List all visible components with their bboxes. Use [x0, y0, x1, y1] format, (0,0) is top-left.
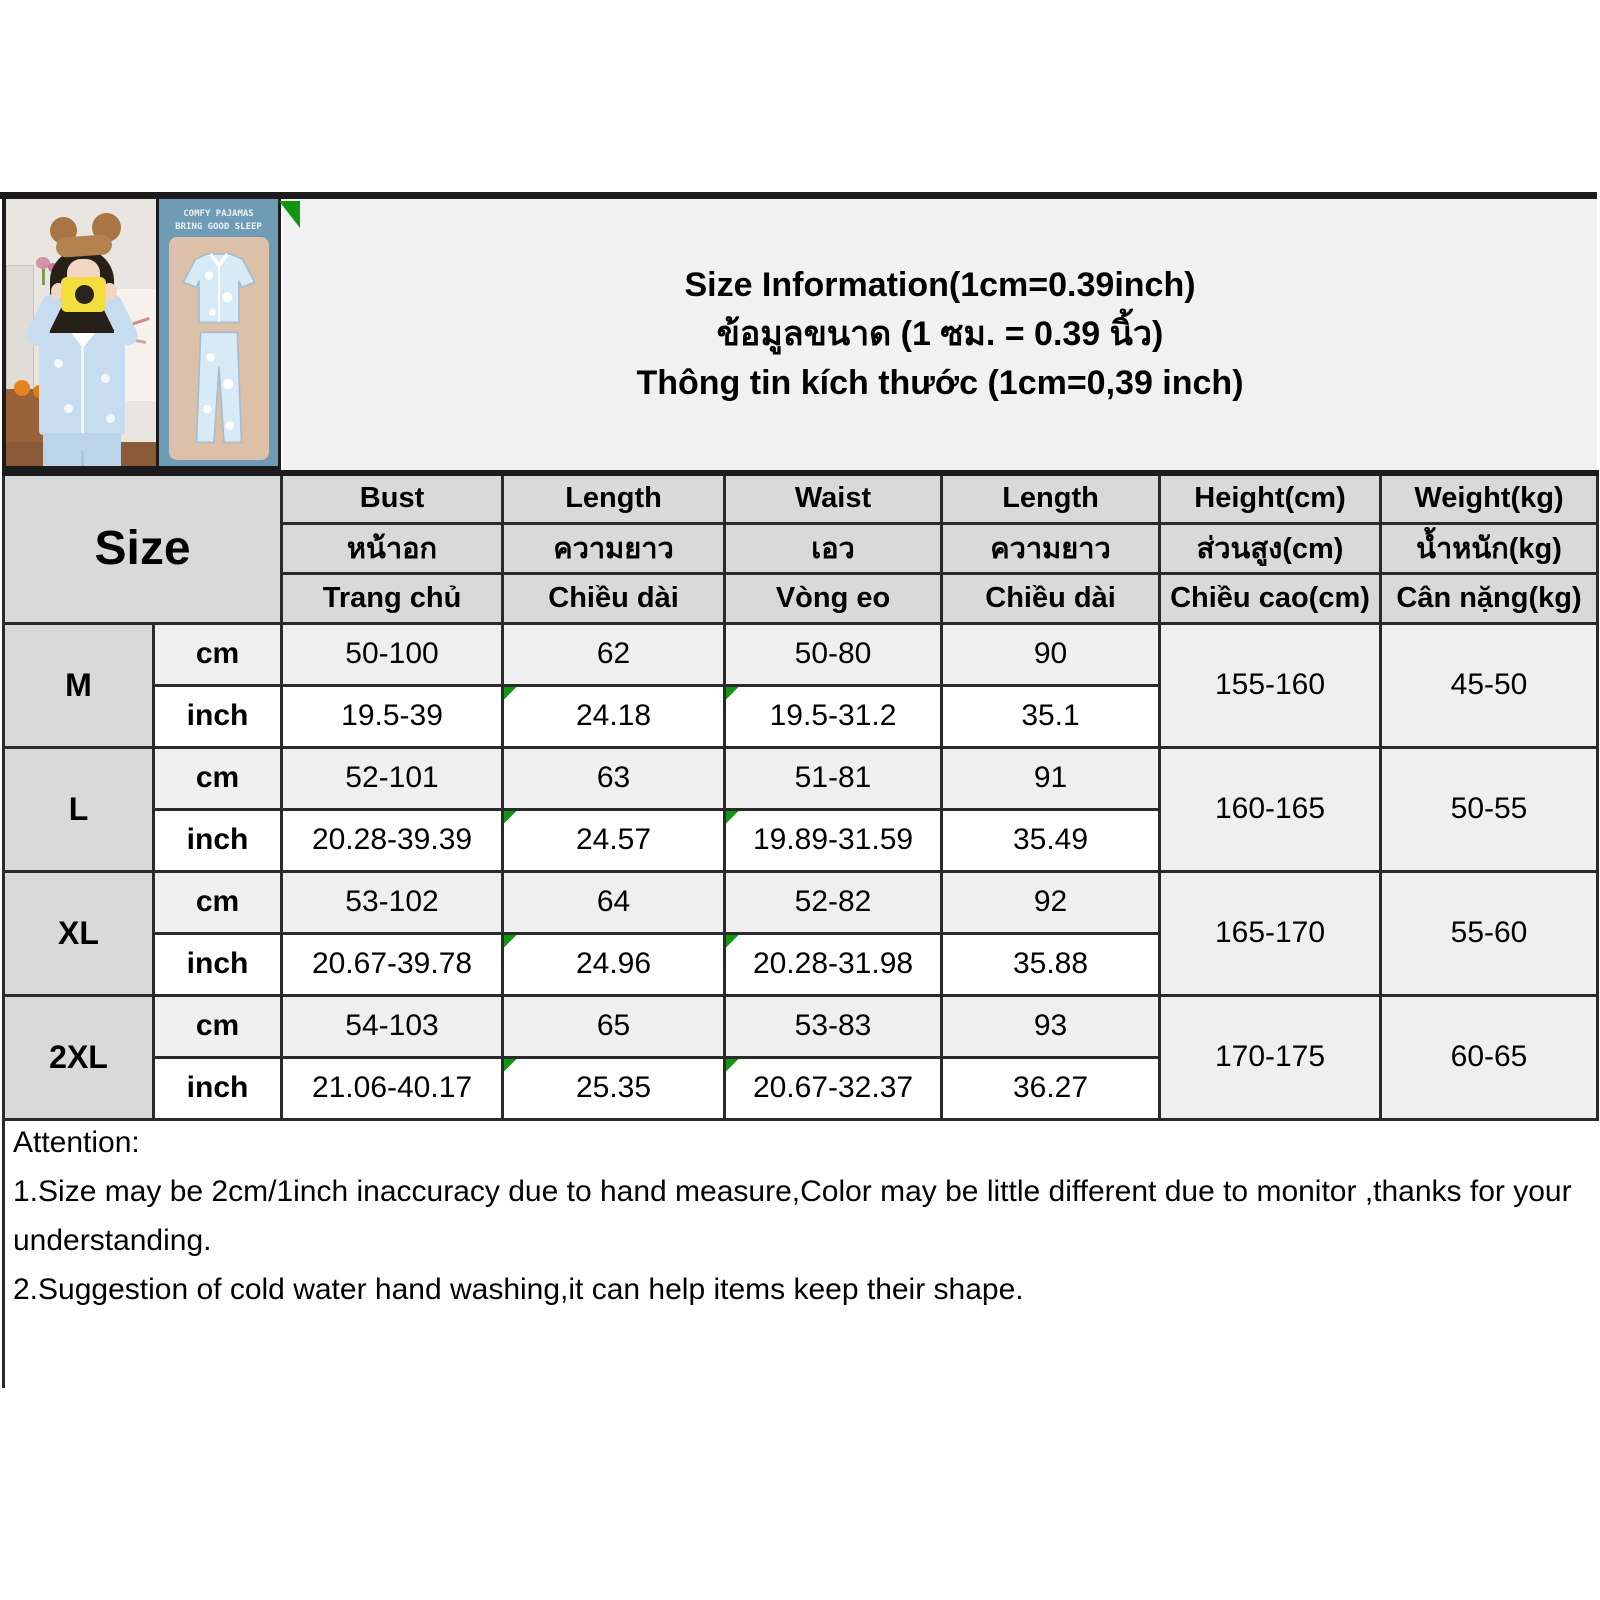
title-thai: ข้อมูลขนาด (1 ซม. = 0.39 นิ้ว)	[716, 315, 1164, 353]
unit-inch: inch	[154, 809, 282, 871]
pajama-shorts-split-shape	[81, 451, 84, 466]
size-header-cell: Size	[4, 473, 282, 623]
col-header-bust-en: Bust	[282, 473, 503, 523]
m-length-inch-value: 24.18	[575, 699, 652, 732]
l-length2-cm: 91	[942, 747, 1160, 809]
unit-cm: cm	[154, 871, 282, 933]
2xl-length2-cm: 93	[942, 995, 1160, 1057]
l-length-inch	[503, 809, 725, 871]
xl-length-inch-value: 24.96	[575, 947, 652, 980]
title-english: Size Information(1cm=0.39inch)	[684, 266, 1196, 304]
l-bust-cm: 52-101	[282, 747, 503, 809]
pajama-set-illustration	[177, 249, 261, 449]
2xl-bust-inch: 21.06-40.17	[282, 1057, 503, 1119]
m-waist-inch	[725, 685, 942, 747]
top-divider	[0, 192, 1597, 199]
xl-bust-inch: 20.67-39.78	[282, 933, 503, 995]
pajama-print-dot	[101, 374, 110, 383]
col-header-height-th: ส่วนสูง(cm)	[1160, 523, 1381, 573]
camera-lens-shape	[75, 285, 94, 304]
green-corner-marker-icon	[726, 811, 739, 824]
2xl-length-cm: 65	[503, 995, 725, 1057]
size-label-2xl: 2XL	[4, 995, 154, 1119]
col-header-waist-en: Waist	[725, 473, 942, 523]
xl-length2-inch: 35.88	[942, 933, 1160, 995]
col-header-height-vi: Chiều cao(cm)	[1160, 573, 1381, 623]
col-header-weight-en: Weight(kg)	[1381, 473, 1598, 523]
xl-length-cm: 64	[503, 871, 725, 933]
2xl-height: 170-175	[1160, 995, 1381, 1119]
pajama-print-dot	[54, 359, 63, 368]
l-length2-inch: 35.49	[942, 809, 1160, 871]
m-bust-inch: 19.5-39	[282, 685, 503, 747]
size-label-m: M	[4, 623, 154, 747]
m-waist-inch-value: 19.5-31.2	[769, 699, 897, 732]
green-corner-marker-icon	[726, 687, 739, 700]
col-header-length-th: ความยาว	[503, 523, 725, 573]
flower-stem-shape	[42, 269, 45, 285]
m-waist-cm: 50-80	[725, 623, 942, 685]
2xl-length-inch-value: 25.35	[575, 1071, 652, 1104]
row-l-cm	[4, 747, 1598, 809]
l-length-cm: 63	[503, 747, 725, 809]
col-header-weight-vi: Cân nặng(kg)	[1381, 573, 1598, 623]
col-header-height-en: Height(cm)	[1160, 473, 1381, 523]
row-m-cm	[4, 623, 1598, 685]
header-row-english	[4, 473, 1598, 523]
2xl-waist-inch	[725, 1057, 942, 1119]
2xl-length-inch	[503, 1057, 725, 1119]
green-corner-marker-icon	[504, 1059, 517, 1072]
size-information-header	[283, 199, 1597, 470]
headband-shape	[55, 234, 112, 258]
card-slogan	[159, 208, 278, 234]
size-label-l: L	[4, 747, 154, 871]
attention-line2: 2.Suggestion of cold water hand washing,it can help items keep their shape.	[13, 1273, 1024, 1306]
pajama-placket-shape	[81, 347, 84, 435]
unit-cm: cm	[154, 747, 282, 809]
col-header-waist-vi: Vòng eo	[725, 573, 942, 623]
unit-inch: inch	[154, 1057, 282, 1119]
xl-length2-cm: 92	[942, 871, 1160, 933]
col-header-length-en: Length	[503, 473, 725, 523]
l-weight: 50-55	[1381, 747, 1598, 871]
xl-waist-cm: 52-82	[725, 871, 942, 933]
title-vietnamese: Thông tin kích thước (1cm=0,39 inch)	[636, 364, 1244, 402]
green-corner-marker-icon	[726, 1059, 739, 1072]
row-2xl-cm	[4, 995, 1598, 1057]
m-bust-cm: 50-100	[282, 623, 503, 685]
card-slogan-line2: BRING GOOD SLEEP	[175, 222, 262, 232]
size-table	[2, 470, 1599, 1121]
unit-inch: inch	[154, 933, 282, 995]
2xl-waist-inch-value: 20.67-32.37	[752, 1071, 914, 1104]
2xl-length2-inch: 36.27	[942, 1057, 1160, 1119]
size-label-xl: XL	[4, 871, 154, 995]
pajama-print-dot	[106, 414, 115, 423]
2xl-waist-cm: 53-83	[725, 995, 942, 1057]
green-corner-marker-icon	[726, 935, 739, 948]
xl-weight: 55-60	[1381, 871, 1598, 995]
col-header-length2-th: ความยาว	[942, 523, 1160, 573]
card-panel	[169, 237, 269, 460]
xl-bust-cm: 53-102	[282, 871, 503, 933]
m-length-cm: 62	[503, 623, 725, 685]
l-height: 160-165	[1160, 747, 1381, 871]
attention-line1: 1.Size may be 2cm/1inch inaccuracy due to hand measure,Color may be little different due to monitor ,thanks for your understanding.	[13, 1175, 1572, 1257]
2xl-weight: 60-65	[1381, 995, 1598, 1119]
unit-cm: cm	[154, 623, 282, 685]
2xl-bust-cm: 54-103	[282, 995, 503, 1057]
unit-cm: cm	[154, 995, 282, 1057]
product-images	[2, 199, 281, 470]
m-length2-inch: 35.1	[942, 685, 1160, 747]
l-bust-inch: 20.28-39.39	[282, 809, 503, 871]
green-corner-marker-icon	[504, 687, 517, 700]
col-header-bust-vi: Trang chủ	[282, 573, 503, 623]
l-waist-cm: 51-81	[725, 747, 942, 809]
pajama-print-dot	[64, 404, 73, 413]
col-header-weight-th: น้ำหนัก(kg)	[1381, 523, 1598, 573]
col-header-length2-vi: Chiều dài	[942, 573, 1160, 623]
unit-inch: inch	[154, 685, 282, 747]
xl-waist-inch	[725, 933, 942, 995]
attention-note	[2, 1116, 1572, 1388]
m-length2-cm: 90	[942, 623, 1160, 685]
l-waist-inch-value: 19.89-31.59	[752, 823, 914, 856]
l-length-inch-value: 24.57	[575, 823, 652, 856]
xl-waist-inch-value: 20.28-31.98	[752, 947, 914, 980]
col-header-length-vi: Chiều dài	[503, 573, 725, 623]
card-slogan-line1: COMFY PAJAMAS	[183, 209, 254, 219]
m-length-inch	[503, 685, 725, 747]
m-height: 155-160	[1160, 623, 1381, 747]
green-corner-marker-icon	[504, 811, 517, 824]
xl-height: 165-170	[1160, 871, 1381, 995]
col-header-waist-th: เอว	[725, 523, 942, 573]
model-photo-illustration	[6, 199, 159, 466]
m-weight: 45-50	[1381, 623, 1598, 747]
col-header-length2-en: Length	[942, 473, 1160, 523]
col-header-bust-th: หน้าอก	[282, 523, 503, 573]
orange-fruit-shape	[14, 380, 30, 396]
l-waist-inch	[725, 809, 942, 871]
attention-heading: Attention:	[13, 1126, 140, 1159]
product-card	[159, 199, 278, 466]
green-corner-marker-icon	[504, 935, 517, 948]
row-xl-cm	[4, 871, 1598, 933]
xl-length-inch	[503, 933, 725, 995]
